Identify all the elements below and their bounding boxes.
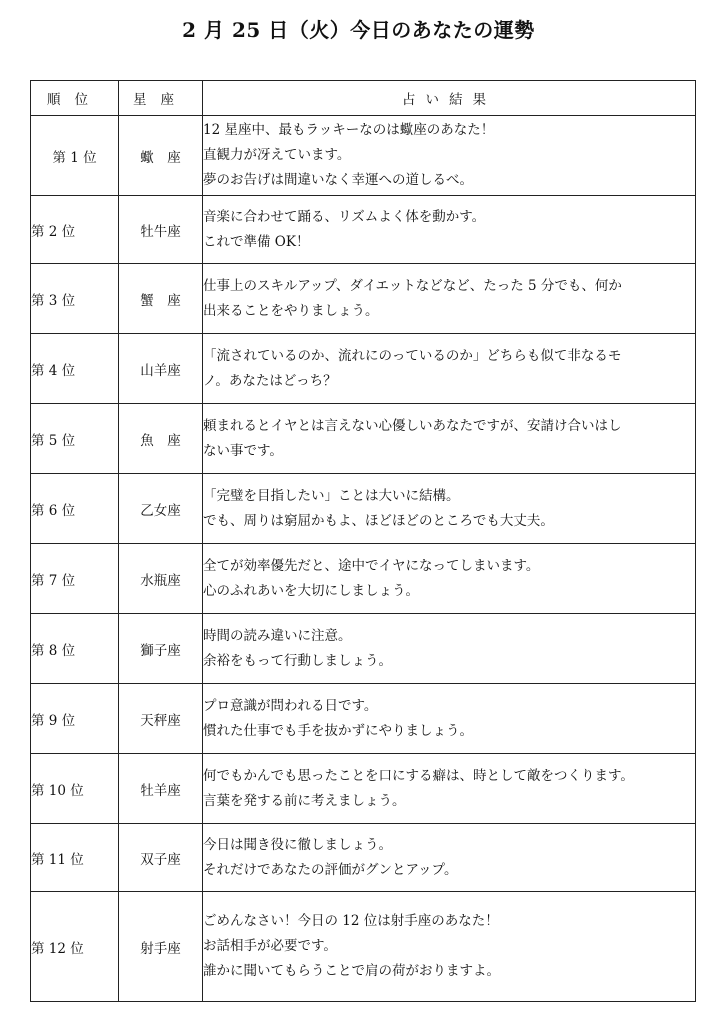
fortune-text-line: 直観力が冴えています。: [203, 147, 351, 163]
zodiac-sign-cell: 双子座: [119, 824, 203, 892]
rank-cell: 第 10 位: [31, 754, 119, 824]
rank-cell: 第 7 位: [31, 544, 119, 614]
table-row: [31, 404, 696, 474]
table-row: [31, 264, 696, 334]
table-row: [31, 474, 696, 544]
zodiac-sign-cell: 天秤座: [119, 684, 203, 754]
fortune-result-cell: [203, 684, 696, 754]
rank-cell: 第 1 位: [31, 116, 119, 196]
zodiac-sign-cell: 射手座: [119, 892, 203, 1002]
fortune-result-cell: [203, 892, 696, 1002]
zodiac-sign-cell: 魚 座: [119, 404, 203, 474]
fortune-result-cell: [203, 196, 696, 264]
table-row: [31, 614, 696, 684]
fortune-text-line: ノ。あなたはどっち？: [203, 372, 337, 389]
fortune-result-cell: [203, 474, 696, 544]
fortune-text-line: 音楽に合わせて踊る、リズムよく体を動かす。: [203, 208, 486, 225]
zodiac-sign-cell: 獅子座: [119, 614, 203, 684]
fortune-result-cell: [203, 824, 696, 892]
fortune-result-cell: [203, 404, 696, 474]
fortune-text-line: 12 星座中、最もラッキーなのは蠍座のあなた！: [203, 122, 495, 138]
fortune-text-line: でも、周りは窮屈かもよ、ほどほどのところでも大丈夫。: [203, 512, 554, 529]
fortune-text-line: 全てが効率優先だと、途中でイヤになってしまいます。: [203, 557, 540, 574]
fortune-text-line: 今日は聞き役に徹しましょう。: [203, 836, 392, 853]
table-row: [31, 544, 696, 614]
page-title: 2 月 25 日（火）今日のあなたの運勢: [182, 18, 535, 42]
fortune-text-line: 余裕をもって行動しましょう。: [203, 652, 392, 669]
rank-cell: 第 12 位: [31, 892, 119, 1002]
fortune-result-cell: [203, 334, 696, 404]
table-row: [31, 116, 696, 196]
zodiac-sign-cell: 乙女座: [119, 474, 203, 544]
rank-cell: 第 2 位: [31, 196, 119, 264]
fortune-text-line: ない事です。: [203, 442, 283, 459]
fortune-text-line: 頼まれるとイヤとは言えない心優しいあなたですが、安請け合いはし: [203, 417, 622, 434]
table-row: [31, 754, 696, 824]
fortune-text-line: これで準備 OK！: [203, 233, 310, 250]
fortune-text-line: プロ意識が問われる日です。: [203, 697, 378, 714]
zodiac-sign-cell: 水瓶座: [119, 544, 203, 614]
rank-cell: 第 5 位: [31, 404, 119, 474]
header-result: 占い結果: [203, 81, 696, 116]
header-rank: 順位: [31, 81, 119, 116]
table-row: [31, 892, 696, 1002]
rank-cell: 第 6 位: [31, 474, 119, 544]
fortune-result-cell: [203, 264, 696, 334]
zodiac-sign-cell: 牡羊座: [119, 754, 203, 824]
zodiac-sign-cell: 山羊座: [119, 334, 203, 404]
table-row: [31, 334, 696, 404]
fortune-text-line: 何でもかんでも思ったことを口にする癖は、時として敵をつくります。: [203, 767, 634, 784]
fortune-text-line: 「完璧を目指したい」ことは大いに結構。: [203, 487, 460, 504]
fortune-text-line: 出来ることをやりましょう。: [203, 302, 379, 319]
rank-cell: 第 3 位: [31, 264, 119, 334]
table-header-row: [31, 81, 696, 116]
fortune-text-line: 仕事上のスキルアップ、ダイエットなどなど、たった 5 分でも、何か: [203, 277, 622, 294]
fortune-result-cell: [203, 116, 696, 196]
fortune-result-cell: [203, 544, 696, 614]
rank-cell: 第 4 位: [31, 334, 119, 404]
fortune-text-line: それだけであなたの評価がグンとアップ。: [203, 861, 458, 878]
table-row: [31, 824, 696, 892]
rank-cell: 第 11 位: [31, 824, 119, 892]
fortune-text-line: お話相手が必要です。: [203, 938, 337, 954]
fortune-text-line: 言葉を発する前に考えましょう。: [203, 792, 406, 809]
fortune-result-cell: [203, 614, 696, 684]
fortune-text-line: 時間の読み違いに注意。: [203, 627, 352, 644]
fortune-text-line: 慣れた仕事でも手を抜かずにやりましょう。: [203, 722, 473, 739]
fortune-text-line: 夢のお告げは間違いなく幸運への道しるべ。: [203, 172, 473, 188]
table-row: [31, 684, 696, 754]
zodiac-sign-cell: 牡牛座: [119, 196, 203, 264]
fortune-text-line: 心のふれあいを大切にしましょう。: [203, 582, 419, 599]
rank-cell: 第 9 位: [31, 684, 119, 754]
zodiac-sign-cell: 蠍 座: [119, 116, 203, 196]
header-sign: 星座: [119, 81, 203, 116]
fortune-result-cell: [203, 754, 696, 824]
fortune-text-line: 誰かに聞いてもらうことで肩の荷がおりますよ。: [203, 963, 500, 979]
table-row: [31, 196, 696, 264]
table-body: [31, 116, 696, 1002]
rank-cell: 第 8 位: [31, 614, 119, 684]
fortune-ranking-table: [30, 80, 696, 1002]
fortune-text-line: ごめんなさい！今日の 12 位は射手座のあなた！: [203, 913, 499, 929]
fortune-text-line: 「流されているのか、流れにのっているのか」どちらも似て非なるモ: [203, 347, 622, 364]
zodiac-sign-cell: 蟹 座: [119, 264, 203, 334]
